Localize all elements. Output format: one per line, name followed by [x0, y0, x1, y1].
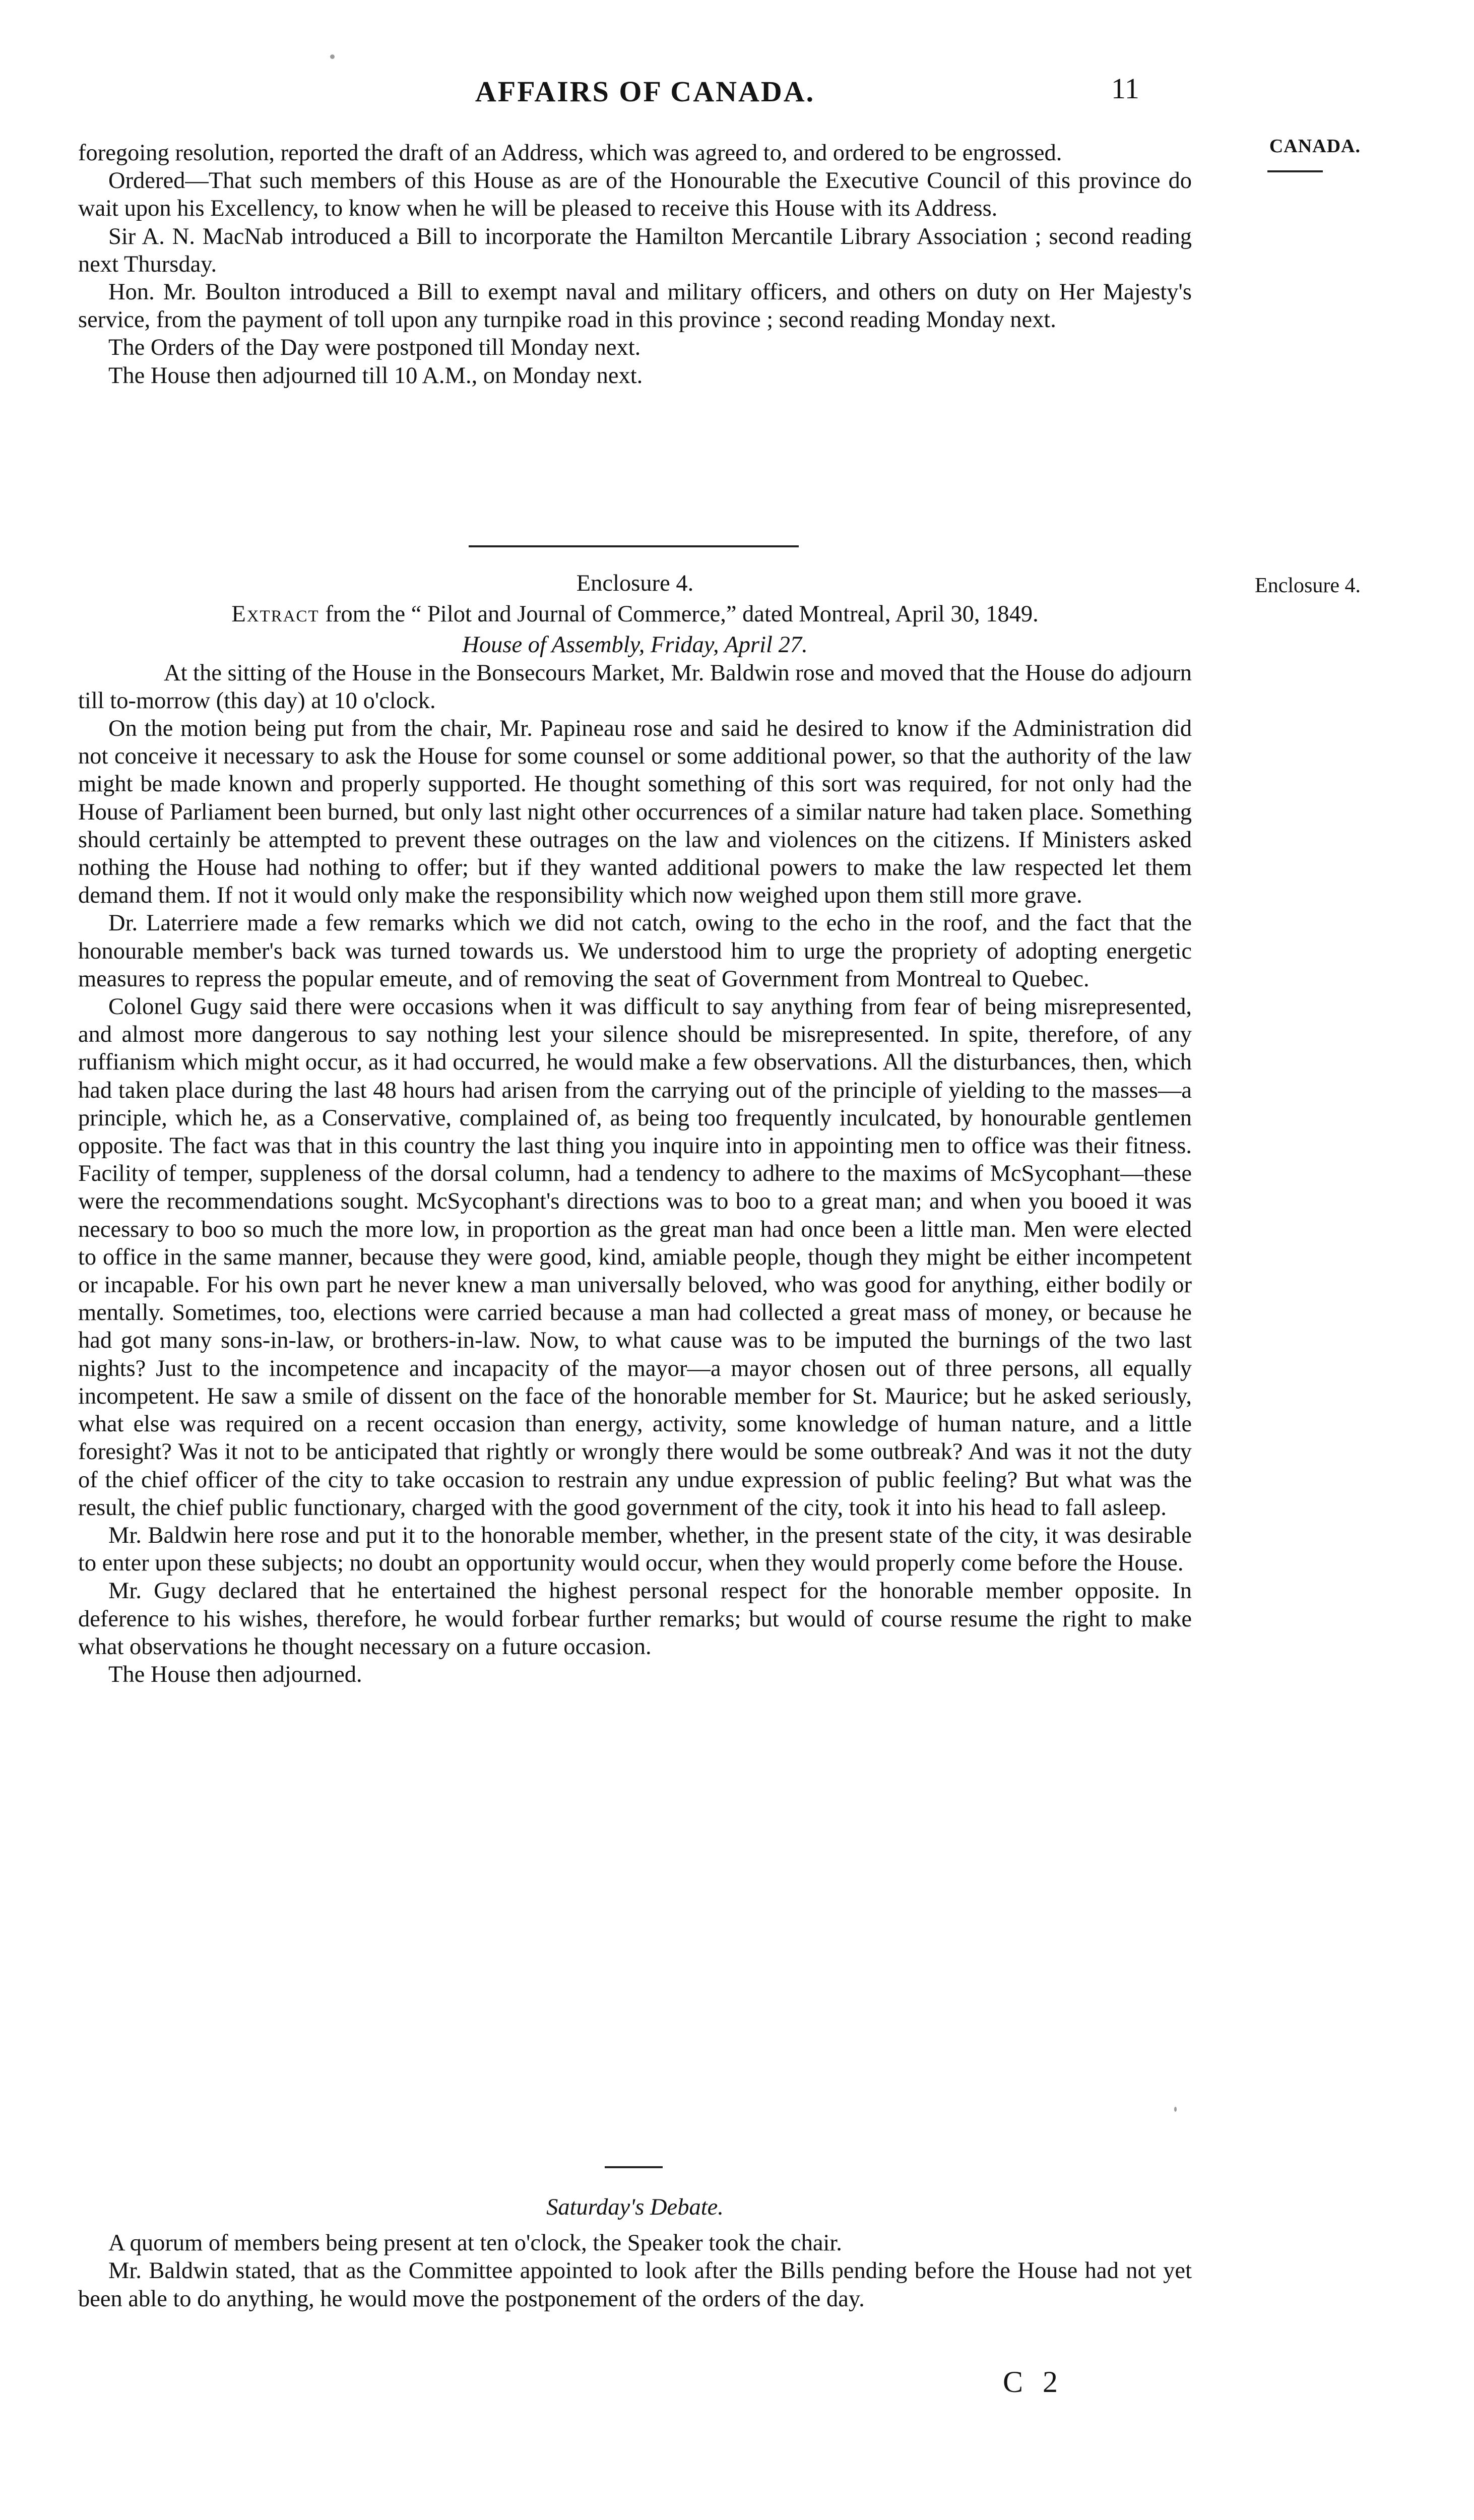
paragraph: At the sitting of the House in the Bonsecours Market, Mr. Baldwin rose and moved that the House do adjourn till to-morrow (this day) at 10 o'clock.: [78, 660, 1192, 714]
paragraph: Dr. Laterriere made a few remarks which we did not catch, owing to the echo in the roof, and the fact that the honourable member's back was turned towards us. We understood him to urge the propriety of adopting energetic measures to repress the popular emeute, and of removing the seat of Government from Montreal to Quebec.: [78, 910, 1192, 992]
paragraph: Colonel Gugy said there were occasions when it was difficult to say anything from fear of being misrepresented, and almost more dangerous to say nothing lest your silence should be misrepresented. In spite, therefore, of any ruffianism which might occur, as it had occurred, he would make a few observations. All the disturbances, then, which had taken place during the last 48 hours had arisen from the carrying out of the principle of yielding to the masses—a principle, which he, as a Conservative, complained of, as being too frequently inculcated, by honourable gentlemen opposite. The fact was that in this country the last thing you inquire into in appointing men to office was their fitness. Facility of temper, suppleness of the dorsal column, had a tendency to adhere to the maxims of McSycophant—these were the recommendations sought. McSycophant's directions was to boo to a great man; and when you booed it was necessary to boo so much the more low, in proportion as the great man had once been a little man. Men were elected to office in the same manner, because they were good, kind, amiable people, though they might be either incompetent or incapable. For his own part he never knew a man universally beloved, who was good for anything, either bodily or mentally. Sometimes, too, elections were carried because a man had collected a great mass of money, or because he had got many sons-in-law, or brothers-in-law. Now, to what cause was to be imputed the burnings of the two last nights? Just to the incompetence and incapacity of the mayor—a mayor chosen out of three persons, all equally incompetent. He saw a smile of dissent on the face of the honorable member for St. Maurice; but he asked seriously, what else was required on a recent occasion than energy, activity, some knowledge of human nature, and a little foresight? Was it not to be anticipated that rightly or wrongly there would be some outbreak? And was it not the duty of the chief officer of the city to take occasion to restrain any undue expression of public feeling? But what was the result, the chief public functionary, charged with the good government of the city, took it into his head to fall asleep.: [78, 994, 1192, 1521]
extract-lead: Extract: [231, 601, 319, 627]
subheading: House of Assembly, Friday, April 27.: [462, 632, 808, 658]
margin-divider: [1267, 170, 1323, 172]
section-heading: Saturday's Debate.: [546, 2194, 724, 2220]
paragraph: Mr. Baldwin stated, that as the Committee appointed to look after the Bills pending before the House had not yet been able to do anything, he would move the postponement of the orders of the day.: [78, 2258, 1192, 2312]
paragraph: The House then adjourned till 10 A.M., on Monday next.: [108, 362, 643, 389]
paragraph: Mr. Gugy declared that he entertained the highest personal respect for the honorable member opposite. In deference to his wishes, therefore, he would forbear further remarks; but would of course resume the right to make what observations he thought necessary on a future occasion.: [78, 1578, 1192, 1660]
section-divider: [469, 545, 799, 547]
ink-speck: [330, 54, 335, 59]
margin-note-canada: CANADA.: [1269, 136, 1361, 157]
paragraph: Sir A. N. MacNab introduced a Bill to incorporate the Hamilton Mercantile Library Association ; second reading next Thursday.: [78, 223, 1192, 277]
section-divider: [605, 2166, 663, 2168]
paragraph: foregoing resolution, reported the draft of an Address, which was agreed to, and ordered to be engrossed.: [78, 140, 1062, 166]
paragraph: The Orders of the Day were postponed till Monday next.: [108, 335, 641, 361]
ink-speck: [1174, 2107, 1177, 2112]
extract-source: from the “ Pilot and Journal of Commerce,” dated Montreal, April 30, 1849.: [319, 601, 1039, 627]
paragraph: Ordered—That such members of this House as are of the Honourable the Executive Council of this province do wait upon his Excellency, to know when he will be pleased to receive this House with its Address.: [78, 168, 1192, 222]
signature-mark: C 2: [1003, 2365, 1064, 2399]
extract-line: [78, 600, 1192, 628]
paragraph: Hon. Mr. Boulton introduced a Bill to exempt naval and military officers, and others on duty on Her Majesty's service, from the payment of toll upon any turnpike road in this province ; second reading Monday next.: [78, 279, 1192, 333]
section-enclosure: [78, 570, 1192, 1688]
section-heading: Enclosure 4.: [576, 571, 694, 596]
section-saturday-debate: [78, 2193, 1192, 2313]
page-title: AFFAIRS OF CANADA.: [475, 75, 815, 108]
section-resolution: [78, 139, 1192, 390]
paragraph: The House then adjourned.: [108, 1661, 362, 1687]
page-number: 11: [1111, 72, 1139, 105]
margin-note-enclosure: Enclosure 4.: [1255, 574, 1361, 597]
paragraph: Mr. Baldwin here rose and put it to the honorable member, whether, in the present state of the city, it was desirable to enter upon these subjects; no doubt an opportunity would occur, when they would properly come before the House.: [78, 1522, 1192, 1577]
paragraph: On the motion being put from the chair, Mr. Papineau rose and said he desired to know if the Administration did not conceive it necessary to ask the House for some counsel or some additional power, so that the authority of the law might be made known and properly supported. He thought something of this sort was required, for not only had the House of Parliament been burned, but only last night other occurrences of a similar nature had taken place. Something should certainly be attempted to prevent these outrages on the law and violences on the citizens. If Ministers asked nothing the House had nothing to offer; but if they wanted additional powers to make the law respected let them demand them. If not it would only make the responsibility which now weighed upon them still more grave.: [78, 716, 1192, 909]
paragraph: A quorum of members being present at ten o'clock, the Speaker took the chair.: [108, 2230, 842, 2256]
